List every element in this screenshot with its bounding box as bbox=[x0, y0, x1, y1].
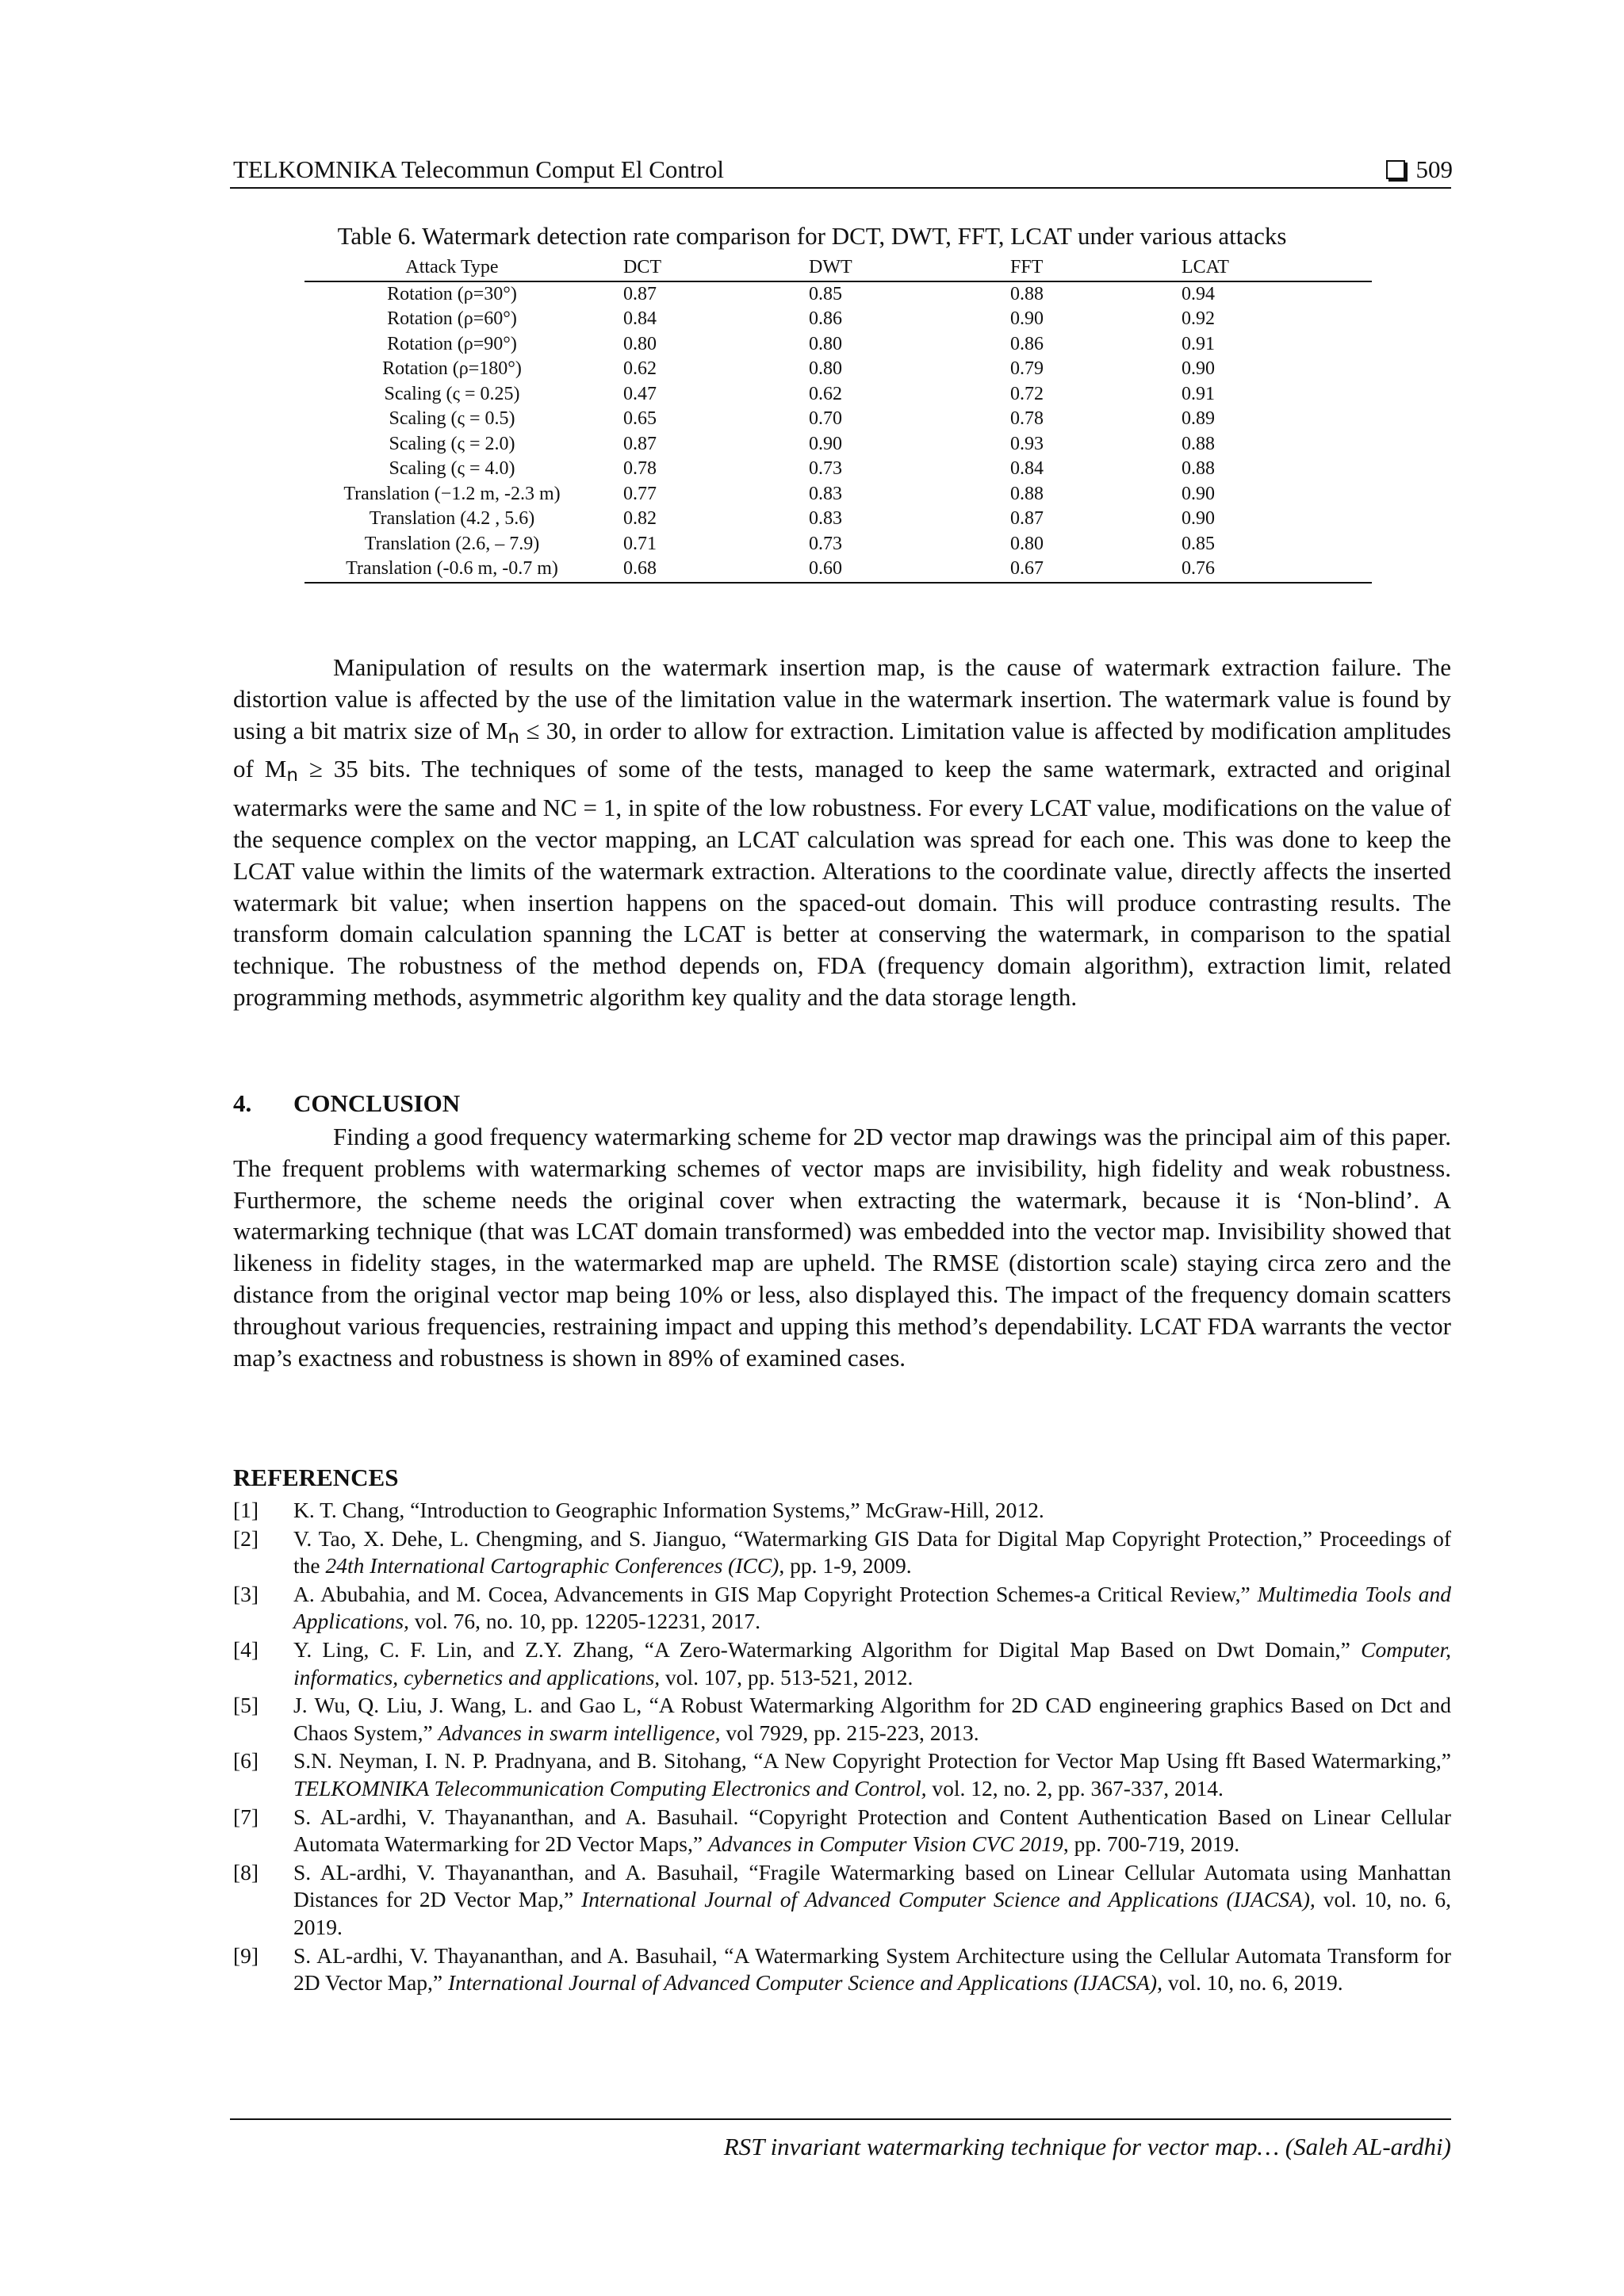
reference-text-main: S. AL-ardhi, V. Thayananthan, and A. Basuhail, “A Watermarking System Architecture using the Cellular Automata Transform for 2D Vector Map,” bbox=[293, 1942, 1451, 1996]
reference-number: [2] bbox=[233, 1525, 259, 1551]
conclusion-paragraph bbox=[233, 1121, 1451, 1373]
cell-lcat-value: 0.76 bbox=[1158, 557, 1372, 583]
section-heading-conclusion bbox=[233, 1089, 460, 1118]
reference-text bbox=[293, 1747, 1451, 1802]
para1-subscript-1: n bbox=[508, 726, 519, 748]
reference-text-main: J. Wu, Q. Liu, J. Wang, L. and Gao L, “A Robust Watermarking Algorithm for 2D CAD engineering graphics Based on Dct and Chaos System,” bbox=[293, 1693, 1451, 1745]
cell-fft-value: 0.86 bbox=[1009, 333, 1044, 354]
cell-lcat-value: 0.91 bbox=[1181, 333, 1215, 354]
table-header-row bbox=[304, 255, 1372, 281]
table-row bbox=[304, 332, 1372, 358]
running-header-journal: TELKOMNIKA Telecommun Comput El Control bbox=[233, 155, 724, 183]
reference-text bbox=[293, 1692, 1451, 1747]
cell-attack-type: Scaling (ς = 2.0) bbox=[389, 433, 515, 454]
reference-venue: Advances in swarm intelligence, bbox=[438, 1720, 721, 1745]
reference-text-tail: , pp. 700-719, 2019. bbox=[1063, 1831, 1240, 1857]
cell-dct-value: 0.80 bbox=[623, 333, 657, 354]
cell-dwt-value: 0.73 bbox=[809, 458, 842, 479]
cell-lcat-value: 0.90 bbox=[1181, 508, 1215, 529]
cell-fft-value: 0.67 bbox=[986, 557, 1158, 583]
column-header-attack-type: Attack Type bbox=[304, 255, 599, 281]
cell-dct-value: 0.78 bbox=[623, 458, 657, 479]
footer-rule bbox=[230, 2118, 1451, 2120]
cell-lcat-value: 0.85 bbox=[1181, 533, 1215, 554]
reference-number: [4] bbox=[233, 1636, 259, 1662]
cell-dct-value: 0.84 bbox=[623, 308, 657, 329]
table-row bbox=[304, 457, 1372, 482]
cell-lcat-value: 0.88 bbox=[1181, 458, 1215, 479]
column-header-dct: DCT bbox=[599, 255, 785, 281]
cell-fft-value: 0.93 bbox=[1009, 433, 1044, 454]
reference-text bbox=[293, 1859, 1451, 1942]
cell-dct-value: 0.82 bbox=[623, 508, 657, 529]
cell-fft-value: 0.72 bbox=[1009, 383, 1044, 404]
reference-venue: Multimedia Tools and Applications, bbox=[293, 1581, 1451, 1634]
reference-text-main: Y. Ling, C. F. Lin, and Z.Y. Zhang, “A Zero-Watermarking Algorithm for Digital Map Based on Dwt Domain,” bbox=[293, 1636, 1362, 1662]
reference-text-tail: vol. 12, no. 2, pp. 367-337, 2014. bbox=[926, 1775, 1224, 1800]
reference-number: [8] bbox=[233, 1859, 259, 1885]
reference-item bbox=[233, 1942, 1451, 1997]
table-row bbox=[304, 307, 1372, 332]
table-caption: Table 6. Watermark detection rate comparison for DCT, DWT, FFT, LCAT under various attacks bbox=[337, 222, 1287, 250]
reference-number: [3] bbox=[233, 1581, 259, 1606]
table-row bbox=[304, 532, 1372, 557]
cell-dwt-value: 0.86 bbox=[809, 308, 842, 329]
reference-text-tail: vol. 76, no. 10, pp. 12205-12231, 2017. bbox=[408, 1609, 760, 1634]
cell-attack-type: Translation (−1.2 m, -2.3 m) bbox=[343, 483, 561, 504]
reference-venue: Advances in Computer Vision CVC 2019 bbox=[707, 1831, 1063, 1857]
cell-dwt-value: 0.62 bbox=[809, 383, 842, 404]
references-list bbox=[233, 1497, 1451, 1998]
cell-dwt-value: 0.80 bbox=[809, 333, 842, 354]
cell-attack-type: Scaling (ς = 4.0) bbox=[389, 458, 515, 479]
cell-dct-value: 0.71 bbox=[623, 533, 657, 554]
running-footer: RST invariant watermarking technique for vector map… (Saleh AL-ardhi) bbox=[723, 2133, 1451, 2160]
table-row bbox=[304, 407, 1372, 432]
cell-dwt-value: 0.70 bbox=[809, 408, 842, 429]
cell-dwt-value: 0.90 bbox=[809, 433, 842, 454]
cell-fft-value: 0.84 bbox=[1009, 458, 1044, 479]
table-row bbox=[304, 357, 1372, 382]
reference-text bbox=[293, 1942, 1451, 1997]
cell-dct-value: 0.47 bbox=[623, 383, 657, 404]
header-rule bbox=[230, 187, 1451, 189]
reference-number: [7] bbox=[233, 1804, 259, 1829]
cell-attack-type: Rotation (ρ=60°) bbox=[387, 308, 517, 329]
reference-text-main: A. Abubahia, and M. Cocea, Advancements in GIS Map Copyright Protection Schemes-a Critical Review,” bbox=[293, 1581, 1258, 1606]
cell-dwt-value: 0.83 bbox=[809, 483, 842, 504]
reference-text-tail: vol. 107, pp. 513-521, 2012. bbox=[660, 1664, 914, 1689]
reference-text bbox=[293, 1497, 1451, 1525]
reference-venue: International Journal of Advanced Computer Science and Applications (IJACSA), bbox=[448, 1970, 1162, 1996]
reference-text bbox=[293, 1636, 1451, 1691]
cell-lcat-value: 0.91 bbox=[1181, 383, 1215, 404]
discussion-paragraph bbox=[233, 652, 1451, 1013]
cell-attack-type: Translation (-0.6 m, -0.7 m) bbox=[304, 557, 599, 583]
cell-attack-type: Rotation (ρ=30°) bbox=[387, 283, 517, 304]
cell-attack-type: Scaling (ς = 0.25) bbox=[384, 383, 520, 404]
reference-venue: TELKOMNIKA Telecommunication Computing Electronics and Control, bbox=[293, 1775, 927, 1800]
cell-attack-type: Translation (4.2 , 5.6) bbox=[369, 508, 535, 529]
cell-dwt-value: 0.83 bbox=[809, 508, 842, 529]
reference-text-main: S. AL-ardhi, V. Thayananthan, and A. Basuhail. “Copyright Protection and Content Authentication Based on Linear Cellular Automata Watermarking for 2D Vector Maps,” bbox=[293, 1804, 1451, 1857]
reference-item bbox=[233, 1525, 1451, 1580]
reference-number: [5] bbox=[233, 1693, 259, 1718]
reference-venue: International Journal of Advanced Computer Science and Applications (IJACSA), bbox=[581, 1887, 1316, 1912]
references-heading: REFERENCES bbox=[233, 1464, 399, 1491]
reference-item bbox=[233, 1692, 1451, 1747]
cell-dwt-value: 0.85 bbox=[809, 283, 842, 304]
cell-fft-value: 0.79 bbox=[1009, 358, 1044, 379]
reference-item bbox=[233, 1859, 1451, 1942]
page-number-group bbox=[1386, 155, 1454, 184]
cell-fft-value: 0.90 bbox=[1009, 308, 1044, 329]
section-number: 4. bbox=[233, 1089, 252, 1117]
reference-item bbox=[233, 1804, 1451, 1858]
reference-text-tail: vol 7929, pp. 215-223, 2013. bbox=[720, 1720, 979, 1745]
cell-fft-value: 0.88 bbox=[1009, 483, 1044, 504]
conclusion-text: Finding a good frequency watermarking scheme for 2D vector map drawings was the principal aim of this paper. The frequent problems with watermarking schemes of vector maps are invisibility, high fidelity and weak robustness. Furthermore, the scheme needs the original cover when extracting the watermark, because it is ‘Non-blind’. A watermarking technique (that was LCAT domain transformed) was embedded into the vector map. Invisibility showed that likeness in fidelity stages, in the watermarked map are upheld. The RMSE (distortion scale) staying circa zero and the distance from the original vector map being 10% or less, also displayed this. The impact of the frequency domain scatters throughout various frequencies, restraining impact and upping this method’s dependability. LCAT FDA warrants the vector map’s exactness and robustness is shown in 89% of examined cases. bbox=[233, 1123, 1451, 1372]
reference-text-main: V. Tao, X. Dehe, L. Chengming, and S. Jianguo, “Watermarking GIS Data for Digital Map Copyright Protection,” Proceedings of the bbox=[293, 1525, 1451, 1578]
cell-lcat-value: 0.90 bbox=[1181, 483, 1215, 504]
para1-text-b: ≤ 30, in order to allow for extraction. Limitation value is affected by modification amplitudes of M bbox=[233, 716, 1451, 783]
table-row bbox=[304, 281, 1372, 308]
cell-lcat-value: 0.94 bbox=[1181, 283, 1215, 304]
column-header-dwt: DWT bbox=[785, 255, 986, 281]
reference-item bbox=[233, 1497, 1451, 1525]
cell-dwt-value: 0.60 bbox=[785, 557, 986, 583]
page-number: 509 bbox=[1415, 155, 1453, 183]
table-row bbox=[304, 382, 1372, 408]
cell-dct-value: 0.62 bbox=[623, 358, 657, 379]
reference-text-tail: , pp. 1-9, 2009. bbox=[779, 1553, 912, 1578]
para1-subscript-2: n bbox=[286, 765, 298, 786]
reference-venue: Computer, informatics, cybernetics and applications, bbox=[293, 1636, 1451, 1689]
cell-dwt-value: 0.73 bbox=[809, 533, 842, 554]
detection-rate-table bbox=[304, 255, 1372, 584]
reference-text-tail: vol. 10, no. 6, 2019. bbox=[293, 1887, 1451, 1939]
cell-attack-type: Translation (2.6, – 7.9) bbox=[364, 533, 540, 554]
cell-dct-value: 0.87 bbox=[623, 433, 657, 454]
para1-text-c: ≥ 35 bits. The techniques of some of the tests, managed to keep the same watermark, extracted and original watermarks were the same and NC = 1, in spite of the low robustness. For every LCAT value, modifications on the value of the sequence complex on the vector mapping, an LCAT calculation was spread for each one. This was done to keep the LCAT value within the limits of the watermark extraction. Alterations to the coordinate value, directly affects the inserted watermark bit value; when insertion happens on the spaced-out domain. This will produce contrasting results. The transform domain calculation spanning the LCAT is better at conserving the watermark, in comparison to the spatial technique. The robustness of the method depends on, FDA (frequency domain algorithm), extraction limit, related programming methods, asymmetric algorithm key quality and the data storage length. bbox=[233, 755, 1452, 1011]
cell-attack-type: Rotation (ρ=180°) bbox=[382, 358, 522, 379]
column-header-lcat: LCAT bbox=[1158, 255, 1372, 281]
reference-number: [6] bbox=[233, 1748, 259, 1774]
cell-dct-value: 0.77 bbox=[623, 483, 657, 504]
cell-fft-value: 0.78 bbox=[1009, 408, 1044, 429]
para1-text-a: Manipulation of results on the watermark insertion map, is the cause of watermark extraction failure. The distortion value is affected by the use of the limitation value in the watermark insertion. The watermark value is found by using a bit matrix size of M bbox=[233, 653, 1451, 744]
reference-text bbox=[293, 1804, 1451, 1858]
cell-lcat-value: 0.90 bbox=[1181, 358, 1215, 379]
table-row bbox=[304, 507, 1372, 532]
cell-lcat-value: 0.92 bbox=[1181, 308, 1215, 329]
reference-text bbox=[293, 1525, 1451, 1580]
cell-dct-value: 0.68 bbox=[599, 557, 785, 583]
table-row bbox=[304, 557, 1372, 583]
reference-number: [1] bbox=[233, 1498, 259, 1522]
column-header-fft: FFT bbox=[986, 255, 1158, 281]
cell-fft-value: 0.87 bbox=[1009, 508, 1044, 529]
reference-text-tail: vol. 10, no. 6, 2019. bbox=[1162, 1970, 1343, 1996]
table-body bbox=[304, 281, 1372, 583]
cell-lcat-value: 0.88 bbox=[1181, 433, 1215, 454]
reference-venue: 24th International Cartographic Conferences (ICC) bbox=[325, 1553, 779, 1578]
cell-dct-value: 0.65 bbox=[623, 408, 657, 429]
cell-fft-value: 0.80 bbox=[1009, 533, 1044, 554]
cell-dwt-value: 0.80 bbox=[809, 358, 842, 379]
reference-text-main: K. T. Chang, “Introduction to Geographic Information Systems,” McGraw-Hill, 2012. bbox=[293, 1498, 1044, 1522]
reference-text bbox=[293, 1581, 1451, 1636]
checkbox-square-icon bbox=[1386, 160, 1405, 179]
section-title: CONCLUSION bbox=[293, 1089, 461, 1117]
reference-text-main: S.N. Neyman, I. N. P. Pradnyana, and B. Sitohang, “A New Copyright Protection for Vector Map Using fft Based Watermarking,” bbox=[293, 1748, 1451, 1774]
reference-text-main: S. AL-ardhi, V. Thayananthan, and A. Basuhail, “Fragile Watermarking based on Linear Cellular Automata using Manhattan Distances for 2D Vector Map,” bbox=[293, 1859, 1451, 1912]
table-row bbox=[304, 432, 1372, 457]
table-row bbox=[304, 482, 1372, 507]
reference-number: [9] bbox=[233, 1942, 259, 1968]
reference-item bbox=[233, 1636, 1451, 1691]
cell-lcat-value: 0.89 bbox=[1181, 408, 1215, 429]
cell-dct-value: 0.87 bbox=[623, 283, 657, 304]
reference-item bbox=[233, 1747, 1451, 1802]
cell-attack-type: Scaling (ς = 0.5) bbox=[389, 408, 515, 429]
cell-fft-value: 0.88 bbox=[1009, 283, 1044, 304]
cell-attack-type: Rotation (ρ=90°) bbox=[387, 333, 517, 354]
reference-item bbox=[233, 1581, 1451, 1636]
